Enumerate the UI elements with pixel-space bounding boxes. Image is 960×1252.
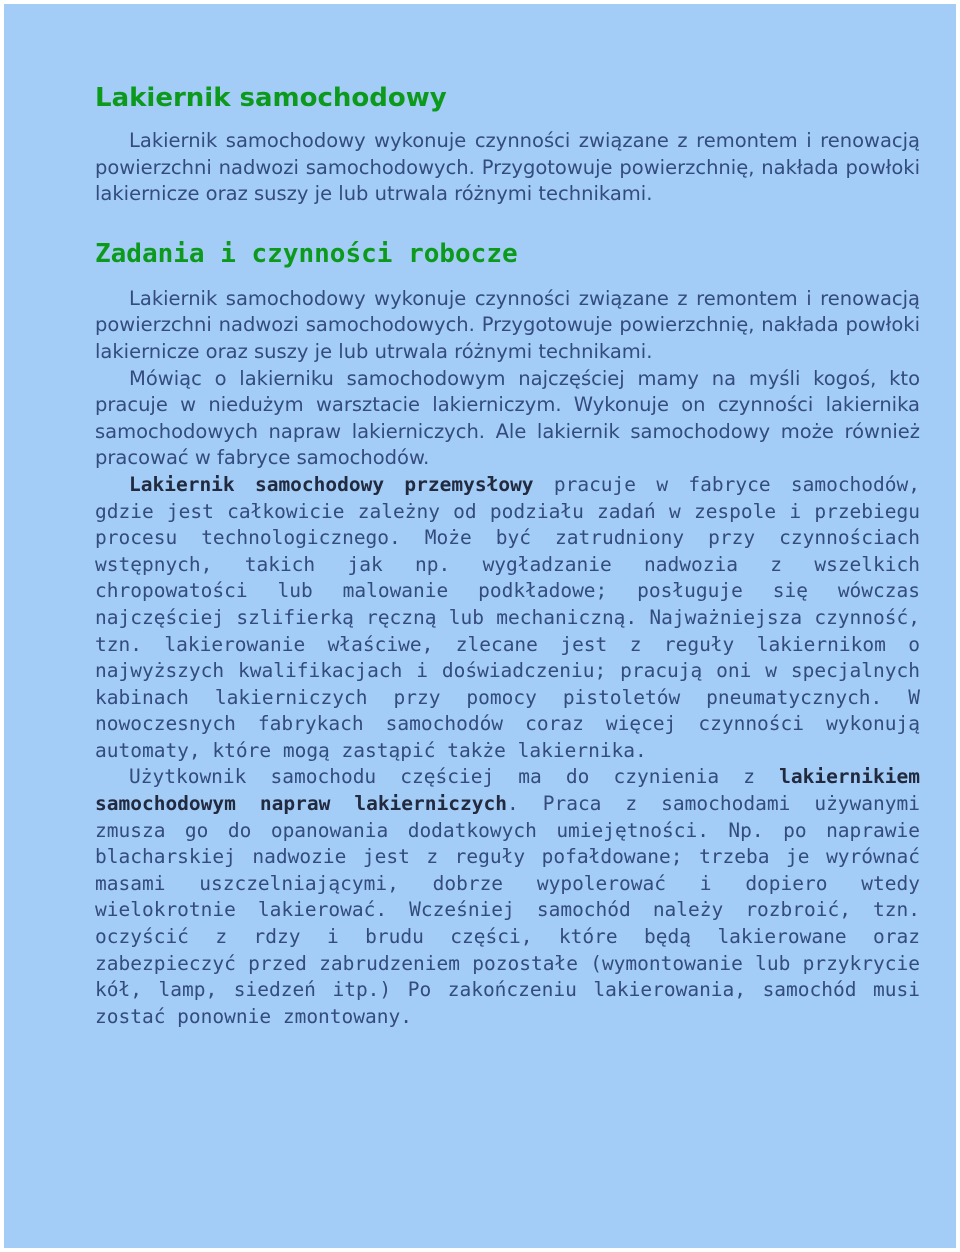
paragraph-3-text: pracuje w fabryce samochodów, gdzie jest całkowicie zależny od podziału zadań w zespole i przebiegu procesu technologicznego. Może być zatrudniony przy czynnościach wstępnych, takich jak np. wygładzanie nadwozia z wszelkich chropowatości lub malowanie podkładowe; posługuje się wówczas najczęściej szlifierką ręczną lub mechaniczną. Najważniejsza czynność, tzn. lakierowanie właściwe, zlecane jest z reguły lakiernikom o najwyższych kwalifikacjach i doświadczeniu; pracują oni w specjalnych kabinach lakierniczych przy pomocy pistoletów pneumatycznych. W nowoczesnych fabrykach samochodów coraz więcej czynności wykonują automaty, które mogą zastąpić także lakiernika.: [95, 472, 920, 762]
document-page: [4, 4, 956, 1248]
repair-painter-term: lakiernikiem samochodowym napraw lakierniczych: [95, 765, 920, 816]
section-paragraph-1: Lakiernik samochodowy wykonuje czynności związane z remontem i renowacją powierzchni nadwozi samochodowych. Przygotowuje powierzchnię, nakłada powłoki lakiernicze oraz suszy je lub utrwala różnymi technikami.: [95, 286, 920, 363]
section-paragraph-4: [95, 764, 920, 1030]
document-content: [95, 74, 920, 1030]
section-paragraph-3: [95, 472, 920, 765]
intro-paragraph: Lakiernik samochodowy wykonuje czynności związane z remontem i renowacją powierzchni nadwozi samochodowych. Przygotowuje powierzchnię, nakłada powłoki lakiernicze oraz suszy je lub utrwala różnymi technikami.: [95, 129, 920, 206]
section-paragraph-2: Mówiąc o lakierniku samochodowym najczęściej mamy na myśli kogoś, kto pracuje w niedużym warsztacie lakierniczym. Wykonuje on czynności lakiernika samochodowych napraw lakierniczych. Ale lakiernik samochodowy może również pracować w fabryce samochodów.: [95, 366, 920, 470]
industrial-painter-term: Lakiernik samochodowy przemysłowy: [129, 472, 534, 496]
document-title: Lakiernik samochodowy: [95, 83, 447, 113]
paragraph-4-start: Użytkownik samochodu częściej ma do czynienia z: [129, 765, 780, 789]
section-heading: Zadania i czynności robocze: [95, 238, 518, 269]
paragraph-4-text: . Praca z samochodami używanymi zmusza go do opanowania dodatkowych umiejętności. Np. po naprawie blacharskiej nadwozie jest z reguły pofałdowane; trzeba je wyrównać masami uszczelniającymi, dobrze wypolerować i dopiero wtedy wielokrotnie lakierować. Wcześniej samochód należy rozbroić, tzn. oczyścić z rdzy i brudu części, które będą lakierowane oraz zabezpieczyć przed zabrudzeniem pozostałe (wymontowanie lub przykrycie kół, lamp, siedzeń itp.) Po zakończeniu lakierowania, samochód musi zostać ponownie zmontowany.: [95, 792, 920, 1028]
